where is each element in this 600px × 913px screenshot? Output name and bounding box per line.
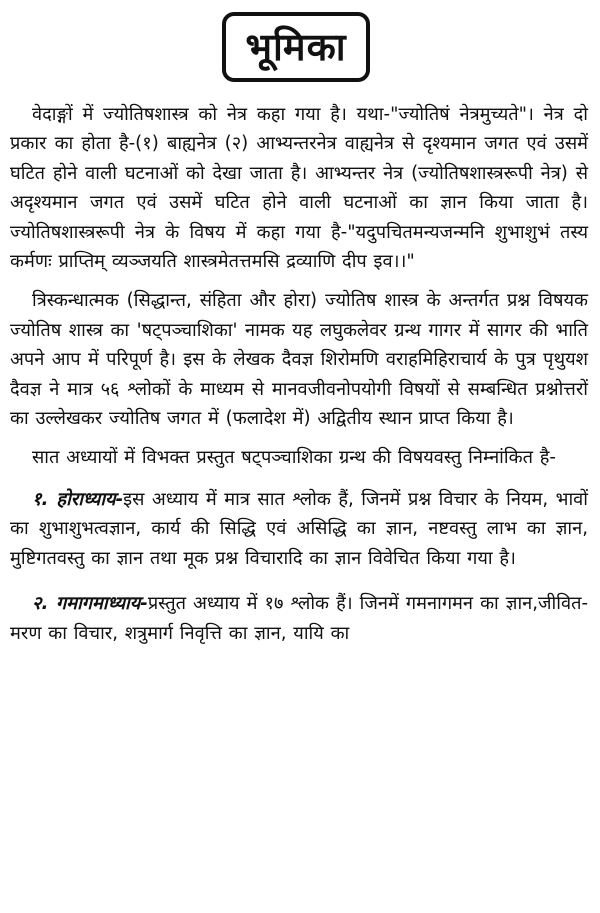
paragraph-4 [10, 485, 588, 573]
section-heading-gamagama: २. गमागमाध्याय- [32, 593, 148, 615]
paragraph-1-text: वेदाङ्गों में ज्योतिषशास्त्र को नेत्र कहा गया है। यथा-"ज्योतिषं नेत्रमुच्यते"। नेत्र दो प्रकार का होता है-(१) बाह्यनेत्र (२) आभ्यन्तरनेत्र वाह्यनेत्र से दृश्यमान जगत एवं उसमें घटित होने वाली घटनाओं को देखा जाता है। आभ्यन्तर नेत्र (ज्योतिषशास्त्ररूपी नेत्र) से अदृश्यमान जगत एवं उसमें घटित होने वाली घटनाओं का ज्ञान किया जाता है। ज्योतिषशास्त्ररूपी नेत्र के विषय में कहा गया है-"यदुपचितमन्यजन्मनि शुभाशुभं तस्य कर्मणः प्राप्तिम् व्यञ्जयति शास्त्रमेतत्तमसि द्रव्याणि दीप इव।।" [10, 104, 588, 273]
page-title: भूमिका [245, 25, 347, 69]
paragraph-2 [10, 286, 588, 433]
paragraph-2-text: त्रिस्कन्धात्मक (सिद्धान्त, संहिता और होरा) ज्योतिष शास्त्र के अन्तर्गत प्रश्न विषयक ज्योतिष शास्त्र का 'षट्पञ्चाशिका' नामक यह लघुकलेवर ग्रन्थ गागर में सागर की भाति अपने आप में परिपूर्ण है। इस के लेखक दैवज्ञ शिरोमणि वराहमिहिराचार्य के पुत्र पृथुयश दैवज्ञ ने मात्र ५६ श्लोकों के माध्यम से मानवजीवनोपयोगी विषयों से सम्बन्धित प्रश्नोत्तरों का उल्लेखकर ज्योतिष जगत में (फलादेश में) अद्वितीय स्थान प्राप्त किया है। [10, 290, 588, 430]
body-text [10, 100, 588, 664]
paragraph-3-text: सात अध्यायों में विभक्त प्रस्तुत षट्पञ्चाशिका ग्रन्थ की विषयवस्तु निम्नांकित है- [32, 447, 556, 469]
paragraph-5-text: प्रस्तुत अध्याय में १७ श्लोक हैं। जिनमें गमनागमन का ज्ञान,जीवित-मरण का विचार, शत्रुमार्ग निवृत्ति का ज्ञान, यायि का [10, 593, 589, 644]
section-heading-hora: १. होराध्याय- [32, 488, 124, 510]
paragraph-1 [10, 100, 588, 276]
paragraph-4-text: इस अध्याय में मात्र सात श्लोक हैं, जिनमें प्रश्न विचार के नियम, भावों का शुभाशुभत्वज्ञान, कार्य की सिद्धि एवं असिद्धि का ज्ञान, नष्टवस्तु लाभ का ज्ञान, मुष्टिगतवस्तु का ज्ञान तथा मूक प्रश्न विचारादि का ज्ञान विवेचित किया गया है। [10, 488, 588, 569]
title-box [222, 12, 370, 82]
paragraph-3 [10, 443, 588, 472]
paragraph-5 [10, 589, 588, 648]
